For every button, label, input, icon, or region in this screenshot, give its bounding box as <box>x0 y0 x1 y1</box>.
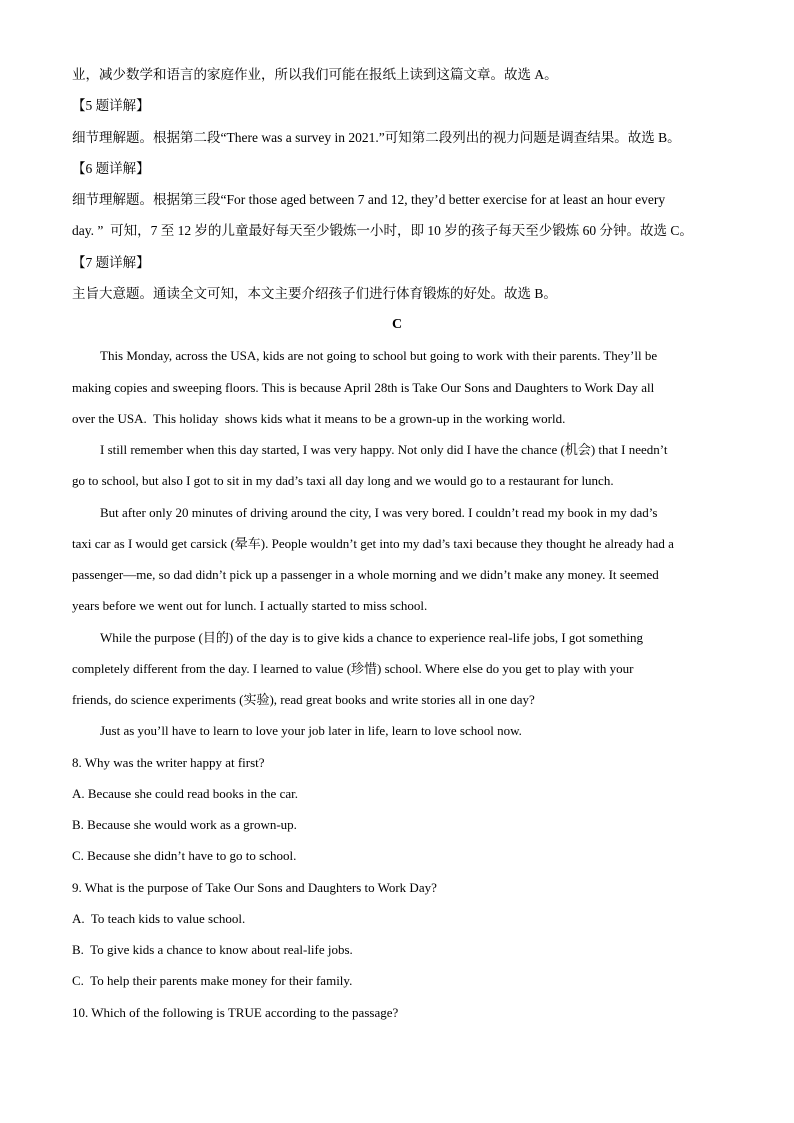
explanation-tail: 业，减少数学和语言的家庭作业，所以我们可能在报纸上读到这篇文章。故选 A。 <box>72 67 558 82</box>
question-option-c: C. To help their parents make money for their family. <box>72 973 353 989</box>
passage-line: This Monday, across the USA, kids are not going to school but going to work with their parents. They’ll be <box>100 348 658 364</box>
passage-line: go to school, but also I got to sit in my dad’s taxi all day long and we would go to a restaurant for lunch. <box>72 473 614 489</box>
question-option-b: B. To give kids a chance to know about real-life jobs. <box>72 942 353 957</box>
explanation-line: 细节理解题。根据第二段“There was a survey in 2021.”可知第二段列出的视力问题是调查结果。故选 B。 <box>72 129 681 145</box>
passage-line: friends, do science experiments (实验), read great books and write stories all in one day? <box>72 692 535 707</box>
passage-line: Just as you’ll have to learn to love your job later in life, learn to love school now. <box>100 723 522 739</box>
passage-line: over the USA. This holiday shows kids what it means to be a grown-up in the working world. <box>72 410 566 426</box>
passage-paragraph-2 <box>72 434 794 497</box>
question-option-b: B. Because she would work as a grown-up. <box>72 817 297 832</box>
question-8 <box>72 747 794 872</box>
explanation-block-q5 <box>72 90 794 153</box>
question-10 <box>72 997 794 1028</box>
passage-paragraph-4 <box>72 622 794 716</box>
explanation-line: 主旨大意题。通读全文可知，本文主要介绍孩子们进行体育锻炼的好处。故选 B。 <box>72 285 557 301</box>
question-option-a: A. To teach kids to value school. <box>72 910 246 926</box>
question-stem: 9. What is the purpose of Take Our Sons and Daughters to Work Day? <box>72 879 437 895</box>
explanation-header: 【5 题详解】 <box>72 98 150 114</box>
explanation-header: 【7 题详解】 <box>72 254 150 270</box>
questions <box>72 747 794 1028</box>
question-9 <box>72 872 794 997</box>
explanation-line: day. ” 可知，7 至 12 岁的儿童最好每天至少锻炼一小时，即 10 岁的孩子每天至少锻炼 60 分钟。故选 C。 <box>72 223 693 239</box>
passage-line: completely different from the day. I learned to value (珍惜) school. Where else do you get to play with your <box>72 660 634 676</box>
passage-paragraph-5 <box>72 715 794 746</box>
passage-line: years before we went out for lunch. I actually started to miss school. <box>72 598 428 614</box>
question-option-c: C. Because she didn’t have to go to school. <box>72 848 297 864</box>
question-stem: 10. Which of the following is TRUE according to the passage? <box>72 1004 399 1020</box>
passage-line: making copies and sweeping floors. This is because April 28th is Take Our Sons and Daughters to Work Day all <box>72 379 655 395</box>
question-option-a: A. Because she could read books in the car. <box>72 785 298 801</box>
passage <box>72 340 794 746</box>
explanation-line: 细节理解题。根据第三段“For those aged between 7 and 12, they’d better exercise for at least an hour every <box>72 192 666 207</box>
section-label: C <box>391 317 403 332</box>
question-stem: 8. Why was the writer happy at first? <box>72 754 265 770</box>
passage-paragraph-3 <box>72 497 794 622</box>
passage-line: passenger—me, so dad didn’t pick up a passenger in a whole morning and we didn’t make any money. It seemed <box>72 567 659 582</box>
passage-line: taxi car as I would get carsick (晕车). People wouldn’t get into my dad’s taxi because they thought he already had a <box>72 535 674 551</box>
passage-paragraph-1 <box>72 340 794 434</box>
explanation-block-q6 <box>72 153 794 247</box>
explanation-block-q7 <box>72 247 794 310</box>
passage-line: But after only 20 minutes of driving around the city, I was very bored. I couldn’t read my book in my dad’s <box>100 504 658 520</box>
passage-line: I still remember when this day started, I was very happy. Not only did I have the chance (机会) that I needn’t <box>100 442 668 457</box>
explanation-header: 【6 题详解】 <box>72 160 150 176</box>
passage-line: While the purpose (目的) of the day is to give kids a chance to experience real-life jobs, I got something <box>100 629 643 645</box>
